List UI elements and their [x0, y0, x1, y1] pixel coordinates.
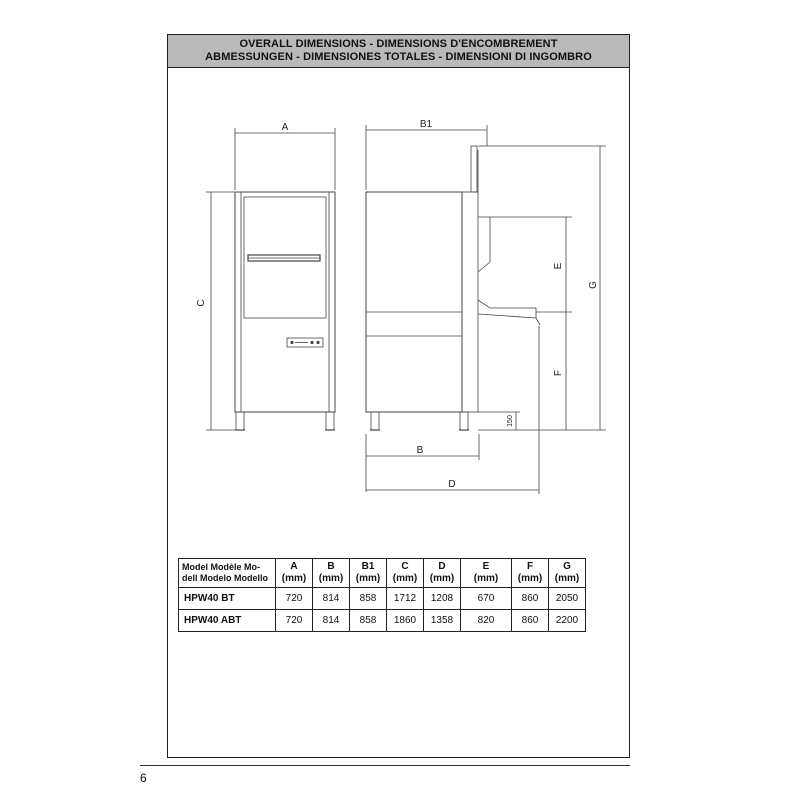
col-b-header: B (mm) — [313, 559, 350, 588]
table-cell: 860 — [512, 610, 549, 632]
table-cell: 720 — [276, 588, 313, 610]
table-row — [179, 588, 586, 610]
footer-rule — [140, 765, 630, 766]
col-c-header: C (mm) — [387, 559, 424, 588]
col-d-header: D (mm) — [424, 559, 461, 588]
col-g-header: G (mm) — [549, 559, 586, 588]
col-f-header: F (mm) — [512, 559, 549, 588]
table-cell: 2050 — [549, 588, 586, 610]
row-model: HPW40 ABT — [179, 610, 276, 632]
label-a: A — [281, 122, 289, 133]
header-line-2: ABMESSUNGEN - DIMENSIONES TOTALES - DIMENSIONI DI INGOMBRO — [205, 51, 592, 63]
label-b: B — [416, 445, 424, 456]
table-cell: 858 — [350, 610, 387, 632]
label-d: D — [448, 479, 456, 490]
col-e-header: E (mm) — [461, 559, 512, 588]
col-a-header: A (mm) — [276, 559, 313, 588]
dimensions-table — [178, 558, 586, 632]
table-cell: 1860 — [387, 610, 424, 632]
label-c: C — [196, 299, 207, 307]
table-cell: 860 — [512, 588, 549, 610]
label-f: F — [553, 369, 564, 377]
table-cell: 820 — [461, 610, 512, 632]
page-number: 6 — [140, 771, 147, 785]
table-cell: 1208 — [424, 588, 461, 610]
col-b1-header: B1 (mm) — [350, 559, 387, 588]
label-g: G — [588, 281, 599, 289]
table-cell: 1358 — [424, 610, 461, 632]
table-cell: 2200 — [549, 610, 586, 632]
table-cell: 814 — [313, 610, 350, 632]
table-header-row — [179, 559, 586, 588]
table-row — [179, 610, 586, 632]
table-cell: 1712 — [387, 588, 424, 610]
model-header: Model Modèle Mo-dell Modelo Modello — [179, 559, 276, 588]
table-cell: 858 — [350, 588, 387, 610]
label-b1: B1 — [419, 119, 433, 130]
label-150: 150 — [507, 415, 514, 427]
row-model: HPW40 BT — [179, 588, 276, 610]
table-cell: 814 — [313, 588, 350, 610]
header-line-1: OVERALL DIMENSIONS - DIMENSIONS D'ENCOMBREMENT — [239, 38, 558, 50]
table-cell: 720 — [276, 610, 313, 632]
label-e: E — [553, 262, 564, 270]
table-cell: 670 — [461, 588, 512, 610]
